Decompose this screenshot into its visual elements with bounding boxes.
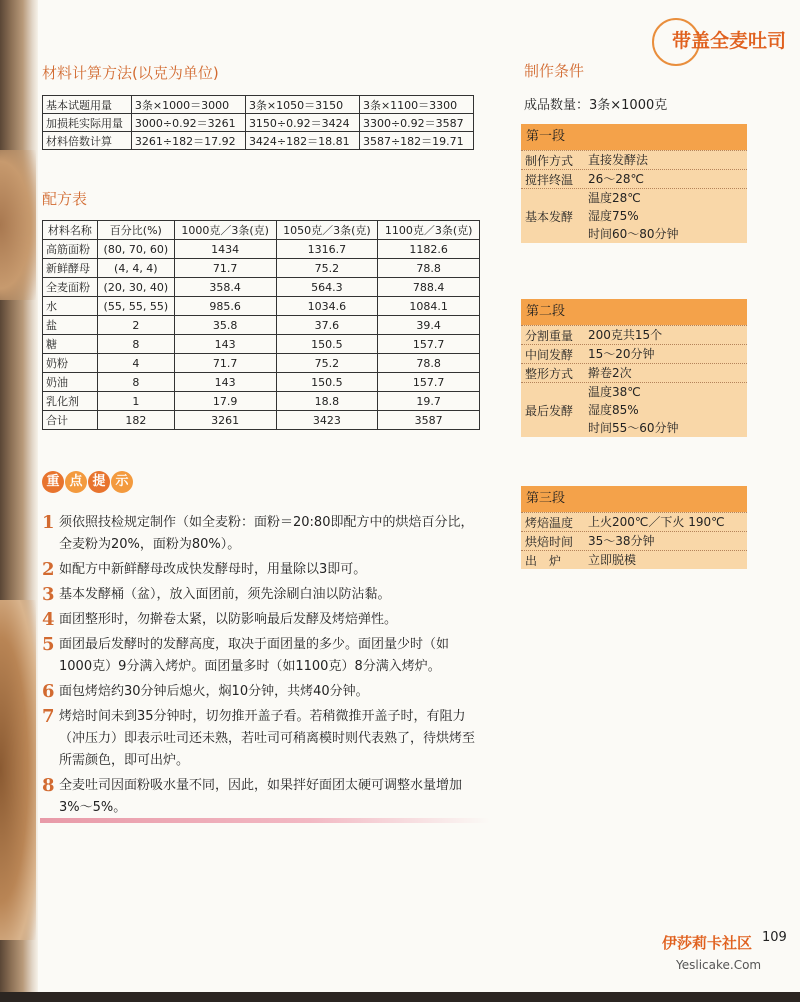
tip-number: 7 (42, 706, 55, 727)
ingredient-name: 奶粉 (43, 354, 98, 373)
recipe-cell: 3587 (378, 411, 480, 430)
calc-section-title: 材料计算方法(以克为单位) (42, 64, 219, 82)
stage-row-values (588, 345, 747, 363)
recipe-cell: 71.7 (174, 354, 276, 373)
recipe-cell: 37.6 (276, 316, 378, 335)
stage-row-label: 出 炉 (525, 553, 562, 568)
ingredient-name: 糖 (43, 335, 98, 354)
ingredient-name: 盐 (43, 316, 98, 335)
calc-row-label: 基本试题用量 (43, 96, 132, 114)
recipe-cell: 75.2 (276, 259, 378, 278)
ingredient-name: 奶油 (43, 373, 98, 392)
recipe-cell: 8 (97, 335, 174, 354)
stage-row-value: 擀卷2次 (588, 366, 632, 380)
recipe-cell: 143 (174, 373, 276, 392)
tips-heading-char: 提 (88, 471, 110, 493)
calc-cell: 3150÷0.92＝3424 (245, 114, 359, 132)
recipe-row (43, 297, 480, 316)
stage-row-value: 温度28℃ (588, 191, 641, 205)
recipe-row (43, 259, 480, 278)
recipe-cell: 182 (97, 411, 174, 430)
stage-row-values (588, 170, 747, 188)
recipe-cell: 4 (97, 354, 174, 373)
stage-row-value: 时间60～80分钟 (588, 227, 679, 241)
recipe-table (42, 220, 480, 430)
recipe-cell: 75.2 (276, 354, 378, 373)
recipe-cell: 358.4 (174, 278, 276, 297)
tip-item (42, 609, 482, 631)
calc-cell: 3587÷182＝19.71 (359, 132, 473, 150)
recipe-cell: 18.8 (276, 392, 378, 411)
stage-row-value: 湿度75% (588, 209, 639, 223)
recipe-cell: 157.7 (378, 335, 480, 354)
recipe-cell: (20, 30, 40) (97, 278, 174, 297)
stage-row-value: 直接发酵法 (588, 153, 649, 167)
tip-text: 烤焙时间未到35分钟时，切勿推开盖子看。若稍微推开盖子时，有阻力（冲压力）即表示吐司还未熟，若吐司可稍离模时则代表熟了，待烘烤至所需颜色，即可出炉。 (59, 709, 476, 768)
stage-row (521, 150, 747, 169)
recipe-cell: 1034.6 (276, 297, 378, 316)
recipe-cell: 1 (97, 392, 174, 411)
stage-row-value: 上火200℃／下火 190℃ (588, 515, 725, 529)
recipe-section-title: 配方表 (42, 190, 88, 208)
recipe-header-cell: 1000克／3条(克) (174, 221, 276, 240)
ingredient-name: 高筋面粉 (43, 240, 98, 259)
tips-underline (40, 818, 490, 823)
stage-row-values (588, 551, 747, 569)
tips-heading-char: 点 (65, 471, 87, 493)
stage-row-value: 湿度85% (588, 403, 639, 417)
recipe-cell: 71.7 (174, 259, 276, 278)
tips-heading (42, 470, 134, 493)
tip-text: 全麦吐司因面粉吸水量不同，因此，如果拌好面团太硬可调整水量增加3%～5%。 (59, 778, 463, 815)
tip-text: 面团最后发酵时的发酵高度，取决于面团量的多少。面团量少时（如1000克）9分满入烤炉。面团量多时（如1100克）8分满入烤炉。 (59, 637, 450, 674)
stage-row-value: 35～38分钟 (588, 534, 655, 548)
page-number: 109 (762, 930, 787, 945)
page-bottom-edge (0, 992, 800, 1002)
tip-item (42, 706, 482, 772)
recipe-row (43, 354, 480, 373)
recipe-cell: 1316.7 (276, 240, 378, 259)
tip-number: 6 (42, 681, 55, 702)
calc-cell: 3条×1000＝3000 (131, 96, 245, 114)
recipe-cell: (55, 55, 55) (97, 297, 174, 316)
stage-row-label: 烘焙时间 (525, 534, 574, 549)
recipe-row (43, 373, 480, 392)
tip-number: 1 (42, 512, 55, 533)
tips-list (42, 512, 482, 822)
stage-1-box (521, 124, 747, 243)
recipe-cell: 1434 (174, 240, 276, 259)
stage-row-values (588, 364, 747, 382)
tip-item (42, 681, 482, 703)
stage-row-value: 温度38℃ (588, 385, 641, 399)
stage-row-label: 中间发酵 (525, 347, 574, 362)
stage-row-values (588, 383, 747, 437)
calc-cell: 3条×1100＝3300 (359, 96, 473, 114)
ingredient-name: 合计 (43, 411, 98, 430)
tips-heading-char: 示 (111, 471, 133, 493)
stage-row-values (588, 532, 747, 550)
tip-text: 如配方中新鲜酵母改成快发酵母时，用量除以3即可。 (59, 562, 367, 577)
stage-row-values (588, 326, 747, 344)
tip-item (42, 584, 482, 606)
recipe-cell: 150.5 (276, 373, 378, 392)
recipe-cell: 985.6 (174, 297, 276, 316)
recipe-cell: 788.4 (378, 278, 480, 297)
recipe-cell: 78.8 (378, 259, 480, 278)
recipe-row (43, 392, 480, 411)
recipe-cell: 1084.1 (378, 297, 480, 316)
product-quantity: 成品数量：3条×1000克 (524, 98, 668, 113)
recipe-cell: 150.5 (276, 335, 378, 354)
stage-row-label: 搅拌终温 (525, 172, 574, 187)
recipe-row (43, 411, 480, 430)
ingredient-name: 新鲜酵母 (43, 259, 98, 278)
tip-text: 基本发酵桶（盆），放入面团前，须先涂刷白油以防沾黏。 (59, 587, 391, 602)
calc-row-label: 加损耗实际用量 (43, 114, 132, 132)
recipe-header-cell: 百分比(%) (97, 221, 174, 240)
ingredient-name: 全麦面粉 (43, 278, 98, 297)
recipe-header-cell: 1100克／3条(克) (378, 221, 480, 240)
recipe-cell: 564.3 (276, 278, 378, 297)
tips-heading-char: 重 (42, 471, 64, 493)
ingredient-name: 乳化剂 (43, 392, 98, 411)
footer-url: Yeslicake.Com (676, 958, 762, 972)
recipe-cell: 3423 (276, 411, 378, 430)
calc-row-label: 材料倍数计算 (43, 132, 132, 150)
stage-row-values (588, 189, 747, 243)
stage-row-label: 基本发酵 (525, 209, 574, 224)
recipe-title: 带盖全麦吐司 (672, 30, 787, 52)
recipe-cell: 1182.6 (378, 240, 480, 259)
stage-row (521, 325, 747, 344)
stage-row-label: 最后发酵 (525, 403, 574, 418)
tip-number: 8 (42, 775, 55, 796)
tip-item (42, 634, 482, 678)
stage-row-values (588, 513, 747, 531)
stage-row (521, 344, 747, 363)
tip-number: 3 (42, 584, 55, 605)
recipe-cell: 2 (97, 316, 174, 335)
recipe-cell: 143 (174, 335, 276, 354)
bread-photo-edge-bottom (0, 600, 36, 940)
recipe-cell: 78.8 (378, 354, 480, 373)
stage-row (521, 531, 747, 550)
tip-item (42, 559, 482, 581)
recipe-cell: 8 (97, 373, 174, 392)
calc-table (42, 95, 474, 150)
stage-row-label: 制作方式 (525, 153, 574, 168)
calc-row (43, 96, 474, 114)
recipe-header-cell: 材料名称 (43, 221, 98, 240)
calc-cell: 3条×1050＝3150 (245, 96, 359, 114)
stage-row-value: 立即脱模 (588, 553, 637, 567)
recipe-row (43, 278, 480, 297)
calc-cell: 3424÷182＝18.81 (245, 132, 359, 150)
recipe-row (43, 316, 480, 335)
recipe-cell: (4, 4, 4) (97, 259, 174, 278)
tip-text: 面包烤焙约30分钟后熄火，焖10分钟，共烤40分钟。 (59, 684, 369, 699)
recipe-cell: 39.4 (378, 316, 480, 335)
ingredient-name: 水 (43, 297, 98, 316)
recipe-cell: 19.7 (378, 392, 480, 411)
calc-cell: 3000÷0.92＝3261 (131, 114, 245, 132)
recipe-header-cell: 1050克／3条(克) (276, 221, 378, 240)
recipe-cell: (80, 70, 60) (97, 240, 174, 259)
recipe-table-header (43, 221, 480, 240)
stage-row (521, 188, 747, 243)
stage-2-box (521, 299, 747, 437)
stage-row (521, 169, 747, 188)
bread-photo-edge-top (0, 150, 36, 300)
stage-row (521, 550, 747, 569)
recipe-cell: 17.9 (174, 392, 276, 411)
stage-title: 第一段 (521, 124, 747, 150)
recipe-cell: 157.7 (378, 373, 480, 392)
recipe-row (43, 335, 480, 354)
tip-text: 须依照技检规定制作（如全麦粉：面粉＝20:80即配方中的烘焙百分比，全麦粉为20%，面粉为80%）。 (59, 515, 474, 552)
stage-row-value: 15～20分钟 (588, 347, 655, 361)
tip-number: 5 (42, 634, 55, 655)
stage-row (521, 363, 747, 382)
footer-brand: 伊莎莉卡社区 (662, 934, 753, 952)
stage-row-value: 200克共15个 (588, 328, 663, 342)
conditions-title: 制作条件 (524, 62, 585, 80)
recipe-cell: 3261 (174, 411, 276, 430)
stage-row-label: 分割重量 (525, 328, 574, 343)
stage-row-label: 烤焙温度 (525, 515, 574, 530)
tip-text: 面团整形时，勿擀卷太紧，以防影响最后发酵及烤焙弹性。 (59, 612, 398, 627)
stage-title: 第二段 (521, 299, 747, 325)
calc-row (43, 132, 474, 150)
tip-number: 4 (42, 609, 55, 630)
stage-row-values (588, 151, 747, 169)
stage-3-box (521, 486, 747, 569)
stage-row-label: 整形方式 (525, 366, 574, 381)
tip-item (42, 775, 482, 819)
stage-title: 第三段 (521, 486, 747, 512)
stage-row-value: 时间55～60分钟 (588, 421, 679, 435)
tip-item (42, 512, 482, 556)
stage-row (521, 512, 747, 531)
stage-row-value: 26～28℃ (588, 172, 645, 186)
recipe-row (43, 240, 480, 259)
calc-row (43, 114, 474, 132)
stage-row (521, 382, 747, 437)
calc-cell: 3300÷0.92＝3587 (359, 114, 473, 132)
calc-cell: 3261÷182＝17.92 (131, 132, 245, 150)
tip-number: 2 (42, 559, 55, 580)
recipe-cell: 35.8 (174, 316, 276, 335)
